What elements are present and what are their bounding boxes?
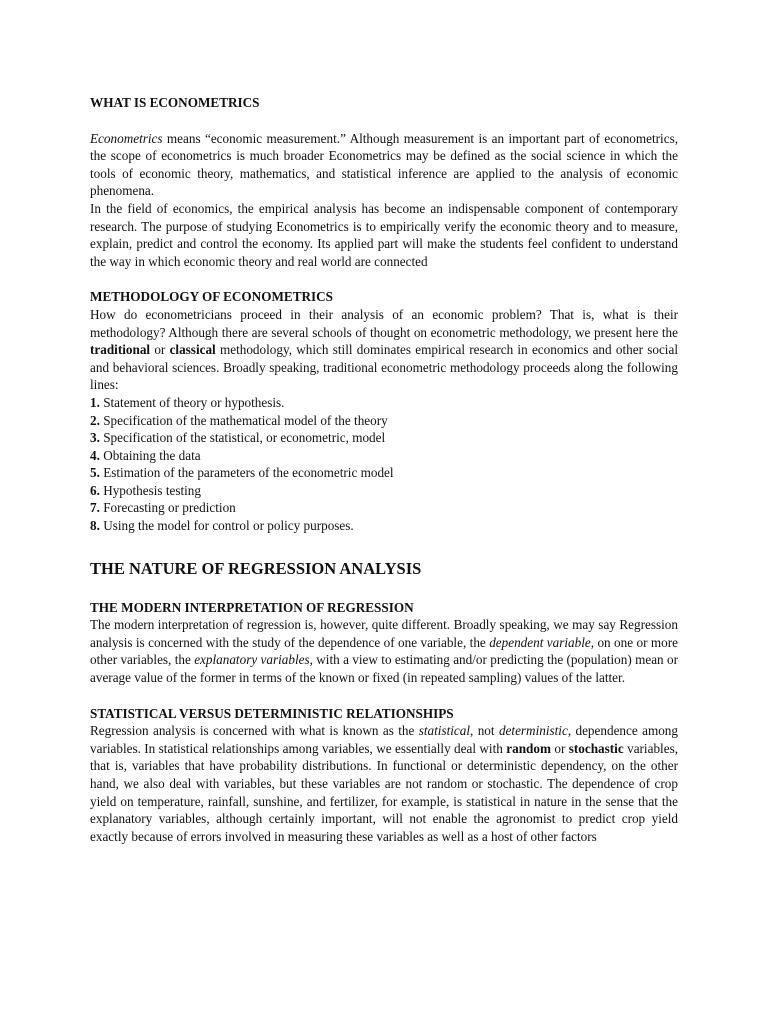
methodology-steps-list — [90, 394, 678, 535]
statistical-text-b: , not — [470, 723, 499, 739]
step-text: Statement of theory or hypothesis. — [99, 394, 285, 410]
paragraph-econometrics-definition — [90, 130, 678, 200]
heading-nature-of-regression: THE NATURE OF REGRESSION ANALYSIS — [90, 558, 422, 578]
step-text: Estimation of the parameters of the econometric model — [99, 465, 394, 481]
paragraph-statistical-relationships — [90, 722, 678, 845]
italic-dependent-variable: dependent variable — [489, 634, 591, 650]
paragraph-methodology-intro — [90, 306, 678, 394]
step-text: Hypothesis testing — [99, 482, 201, 498]
bold-stochastic: stochastic — [568, 740, 624, 756]
heading-statistical-vs-deterministic: STATISTICAL VERSUS DETERMINISTIC RELATIONSHIPS — [90, 705, 454, 721]
bold-classical: classical — [169, 342, 216, 358]
italic-statistical: statistical — [418, 723, 471, 739]
step-number: 6. — [90, 482, 100, 498]
list-item — [90, 517, 678, 535]
methodology-text-a: How do econometricians proceed in their analysis of an economic problem? That is, what is their methodology? Although there are several schools of thought on econometric methodology, we present here the — [90, 306, 678, 340]
list-item — [90, 394, 678, 412]
list-item — [90, 482, 678, 500]
step-number: 2. — [90, 412, 100, 428]
modern-text-a: The modern interpretation of regression is, however, quite different. Broadly speaking, we may say Regression analysis is concerned with the study of the dependence of one variable, the — [90, 617, 678, 650]
list-item — [90, 464, 678, 482]
step-text: Obtaining the data — [99, 447, 201, 463]
italic-explanatory-variables: explanatory variables — [194, 652, 310, 668]
italic-deterministic: deterministic — [498, 723, 568, 739]
paragraph-empirical-analysis: In the field of economics, the empirical analysis has become an indispensable component of contemporary research. The purpose of studying Econometrics is to empirically verify the economic theory and to measure, explain, predict and control the economy. Its applied part will make the students feel confident to understand the way in which economic theory and real world are connected — [90, 200, 678, 269]
methodology-text-b: methodology, which still dominates empirical research in economics and other social and behavioral sciences. Broadly speaking, traditional econometric methodology proceeds along the following lines: — [90, 342, 678, 393]
heading-methodology: METHODOLOGY OF ECONOMETRICS — [90, 289, 334, 305]
bold-random: random — [506, 740, 551, 756]
step-number: 7. — [90, 500, 100, 516]
methodology-or: or — [150, 342, 170, 358]
step-number: 1. — [90, 394, 100, 410]
modern-text-b: , on one or more other variables, the — [90, 634, 679, 668]
list-item — [90, 447, 678, 465]
step-text: Specification of the statistical, or econometric, model — [99, 430, 386, 446]
document-body — [90, 94, 678, 845]
heading-modern-interpretation: THE MODERN INTERPRETATION OF REGRESSION — [90, 599, 414, 615]
step-number: 8. — [90, 518, 100, 534]
step-number: 4. — [90, 447, 100, 463]
statistical-text-c: , dependence among variables. In statistical relationships among variables, we essentially deal with — [90, 723, 678, 756]
bold-traditional: traditional — [90, 342, 151, 358]
italic-econometrics: Econometrics — [90, 130, 163, 146]
statistical-text-a: Regression analysis is concerned with what is known as the — [90, 723, 419, 739]
statistical-text-e: variables, that is, variables that have probability distributions. In functional or deterministic dependency, on the other hand, we also deal with variables, but these variables are not random or stochastic. The dependence of crop yield on temperature, rainfall, sunshine, and fertilizer, for example, is statistical in nature in the sense that the explanatory variables, although certainly important, will not enable the agronomist to predict crop yield exactly because of errors involved in measuring these variables as well as a host of other factors — [90, 740, 678, 844]
paragraph-modern-interpretation — [90, 616, 678, 686]
step-text: Using the model for control or policy purposes. — [99, 518, 354, 534]
definition-text: means “economic measurement.” Although measurement is an important part of econometrics, the scope of econometrics is much broader Econometrics may be defined as the social science in which the tools of economic theory, mathematics, and statistical inference are applied to the analysis of economic phenomena. — [90, 130, 678, 199]
step-text: Specification of the mathematical model of the theory — [99, 412, 388, 428]
heading-what-is-econometrics: WHAT IS ECONOMETRICS — [90, 95, 260, 110]
step-number: 3. — [90, 430, 100, 446]
step-text: Forecasting or prediction — [99, 500, 236, 516]
list-item — [90, 499, 678, 517]
modern-text-c: , with a view to estimating and/or predicting the (population) mean or average value of the former in terms of the known or fixed (in repeated sampling) values of the latter. — [90, 652, 678, 686]
step-number: 5. — [90, 465, 100, 481]
list-item — [90, 412, 678, 430]
statistical-text-d: or — [550, 740, 569, 756]
list-item — [90, 429, 678, 447]
